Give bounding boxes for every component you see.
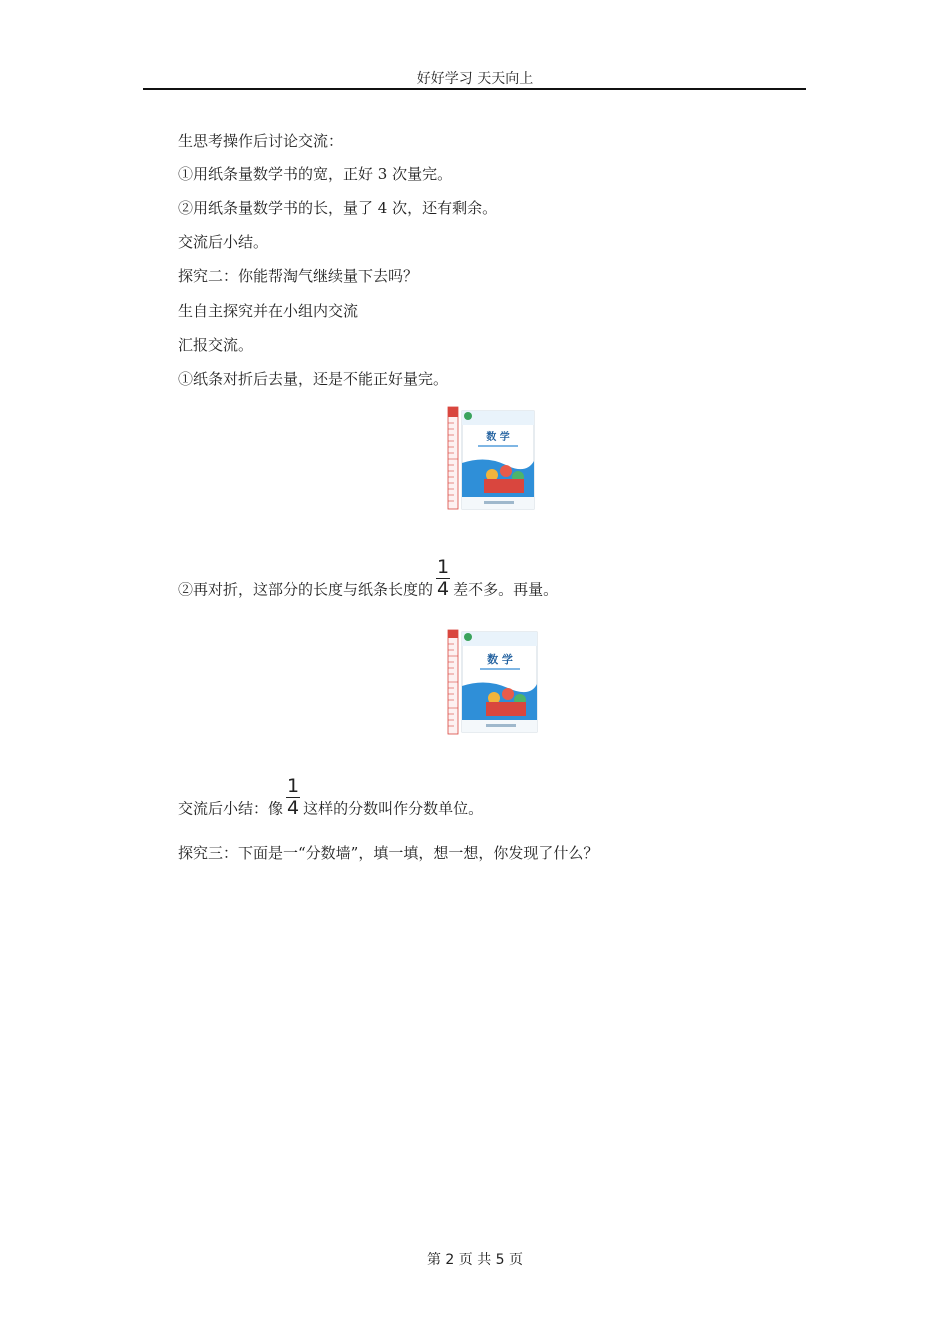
paragraph-text: ②再对折，这部分的长度与纸条长度的 <box>178 580 434 599</box>
paragraph-text: 交流后小结：像 <box>178 799 284 818</box>
book-measure-figure-2 <box>446 628 540 740</box>
paragraph: ①纸条对折后去量，还是不能正好量完。 <box>178 370 449 388</box>
paragraph: 探究三：下面是一“分数墙”，填一填，想一想，你发现了什么？ <box>178 844 599 862</box>
fraction-numerator: 1 <box>437 556 450 578</box>
paragraph: 探究二：你能帮淘气继续量下去吗？ <box>178 267 419 285</box>
paragraph: 交流后小结。 <box>178 233 269 251</box>
header-divider <box>143 88 806 90</box>
book-title: 数 学 <box>486 432 510 443</box>
fraction-one-quarter <box>286 776 300 819</box>
paragraph: 生思考操作后讨论交流： <box>178 132 344 150</box>
paragraph-with-fraction <box>178 775 484 831</box>
book-measure-figure-1 <box>446 405 536 515</box>
paragraph: 汇报交流。 <box>178 336 254 354</box>
page-footer-number: 第 2 页 共 5 页 <box>426 1252 524 1268</box>
page-header-title: 好好学习 天天向上 <box>416 71 534 87</box>
paragraph: ①用纸条量数学书的宽，正好 3 次量完。 <box>178 165 453 183</box>
fraction-numerator: 1 <box>287 775 300 797</box>
fraction-one-quarter <box>436 557 450 600</box>
fraction-denominator: 4 <box>287 797 300 819</box>
paragraph-text: 这样的分数叫作分数单位。 <box>303 799 484 818</box>
fraction-denominator: 4 <box>437 578 450 600</box>
book-title: 数 学 <box>487 653 513 666</box>
paragraph-text: 差不多。再量。 <box>453 580 559 599</box>
paragraph: ②用纸条量数学书的长，量了 4 次，还有剩余。 <box>178 199 498 217</box>
paragraph: 生自主探究并在小组内交流 <box>178 302 359 320</box>
paragraph-with-fraction <box>178 556 559 612</box>
